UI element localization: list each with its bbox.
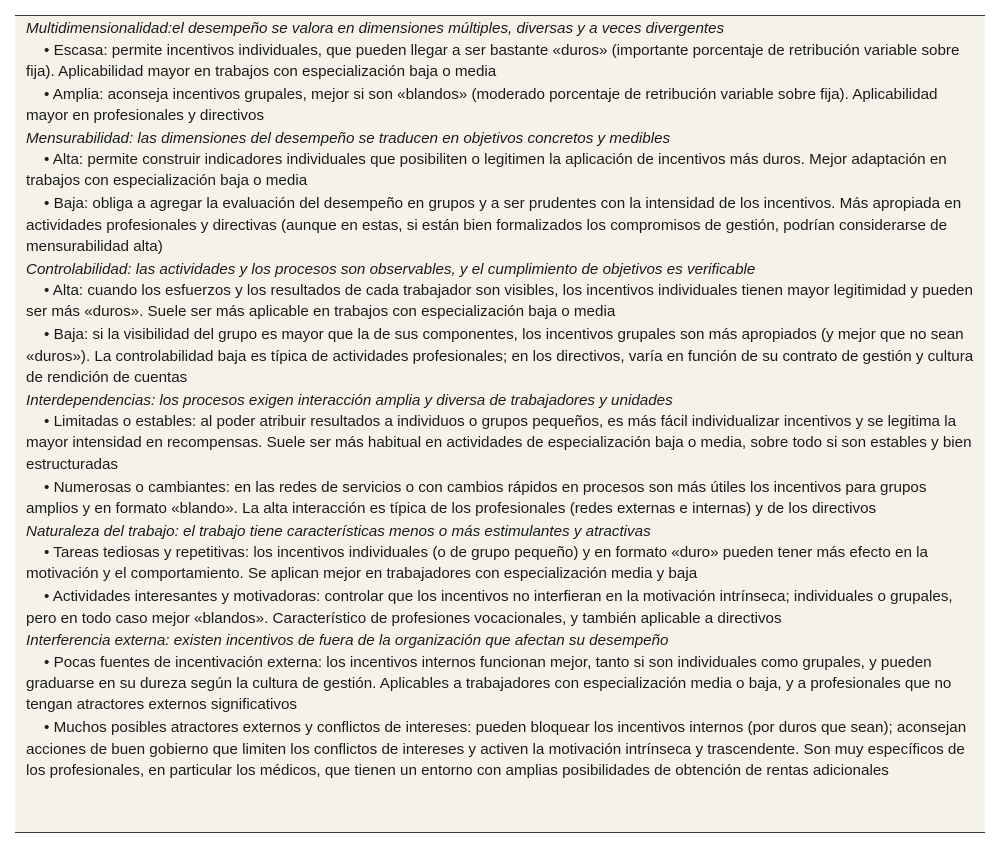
list-item [26,149,975,192]
item-text: Pocas fuentes de incentivación externa: los incentivos internos funcionan mejor, tanto si son individuales como grupales, y pueden graduarse en su dureza según la cultura de gestión. Aplicables a trabajadores con especialización media o baja, y a profesionales que no tengan atractores externos significativos [26,653,952,714]
bullet-icon: • [44,719,50,737]
bullet-icon: • [44,151,50,169]
section-title: Naturaleza del trabajo: el trabajo tiene características menos o más estimulantes y atractivas [26,522,651,540]
bullet-icon: • [44,282,50,300]
list-item [26,193,975,257]
criteria-table [15,15,985,833]
item-text: Alta: cuando los esfuerzos y los resultados de cada trabajador son visibles, los incentivos individuales tienen mayor legitimidad y pueden ser más «duros». Suele ser más aplicable en trabajos con especialización baja o media [26,282,973,321]
bullet-icon: • [44,326,50,344]
list-item [26,652,975,716]
bullet-icon: • [44,85,50,103]
list-item [26,542,975,585]
list-item [26,411,975,475]
item-text: Baja: obliga a agregar la evaluación del desempeño en grupos y a ser prudentes con la intensidad de los incentivos. Más apropiada en actividades profesionales y directivas (aunque en estas, si están bien formalizados los compromisos de gestión, podrían considerarse de mensurabilidad alta) [26,195,962,255]
list-item [26,717,975,781]
bullet-icon: • [44,41,50,59]
bullet-icon: • [44,478,50,496]
item-text: Tareas tediosas y repetitivas: los incentivos individuales (o de grupo pequeño) y en formato «duro» pueden tener más efecto en la motivación y el comportamiento. Se aplican mejor en trabajadores con especialización media y baja [26,544,928,583]
item-text: Amplia: aconseja incentivos grupales, mejor si son «blandos» (moderado porcentaje de retribución variable sobre fija). Aplicabilidad mayor en profesionales y directivos [26,85,938,124]
bullet-icon: • [44,413,50,431]
list-item [26,84,975,127]
item-text: Actividades interesantes y motivadoras: controlar que los incentivos no interfieran en la motivación intrínseca; individuales o grupales, pero en todo caso mejor «blandos». Característico de profesiones vocacionales, y también aplicable a directivos [26,588,953,627]
item-text: Limitadas o estables: al poder atribuir resultados a individuos o grupos pequeños, es más fácil individualizar incentivos y se legitima la mayor intensidad en recompensas. Suele ser más habitual en actividades de especialización baja o media, sobre todo si son estables y bien estructuradas [26,413,972,473]
item-text: Muchos posibles atractores externos y conflictos de intereses: pueden bloquear los incentivos internos (por duros que sean); aconsejan acciones de buen gobierno que limiten los conflictos de intereses y activen la motivación intrínseca y trascendente. Son muy específicos de los profesionales, en particular los médicos, que tienen un entorno con amplias posibilidades de obtención de rentas adicionales [26,719,967,779]
item-text: Numerosas o cambiantes: en las redes de servicios o con cambios rápidos en procesos son más útiles los incentivos para grupos amplios y en formato «blando». La alta interacción es típica de los profesionales (redes externas e internas) y de los directivos [26,478,927,517]
bullet-icon: • [44,195,50,213]
section-title: Interdependencias: los procesos exigen interacción amplia y diversa de trabajadores y unidades [26,391,673,409]
section-title: Controlabilidad: las actividades y los procesos son observables, y el cumplimiento de objetivos es verificable [26,260,756,278]
list-item [26,586,975,629]
item-text: Alta: permite construir indicadores individuales que posibiliten o legitimen la aplicación de incentivos más duros. Mejor adaptación en trabajos con especialización baja o media [26,151,947,190]
section-title: Mensurabilidad: las dimensiones del desempeño se traducen en objetivos concretos y medibles [26,129,671,147]
bullet-icon: • [44,544,50,562]
section-title: Interferencia externa: existen incentivos de fuera de la organización que afectan su desempeño [26,632,669,650]
bullet-icon: • [44,588,50,606]
bullet-icon: • [44,653,50,671]
item-text: Escasa: permite incentivos individuales, que pueden llegar a ser bastante «duros» (importante porcentaje de retribución variable sobre fija). Aplicabilidad mayor en trabajos con especialización baja o media [26,41,960,80]
list-item [26,40,975,83]
section-title: Multidimensionalidad:el desempeño se valora en dimensiones múltiples, diversas y a veces divergentes [26,20,725,37]
list-item [26,280,975,323]
list-item [26,477,975,520]
item-text: Baja: si la visibilidad del grupo es mayor que la de sus componentes, los incentivos grupales son más apropiados (y mejor que no sean «duros»). La controlabilidad baja es típica de actividades profesionales; en los directivos, varía en función de su contrato de gestión y cultura de rendición de cuentas [26,326,974,386]
list-item [26,324,975,388]
